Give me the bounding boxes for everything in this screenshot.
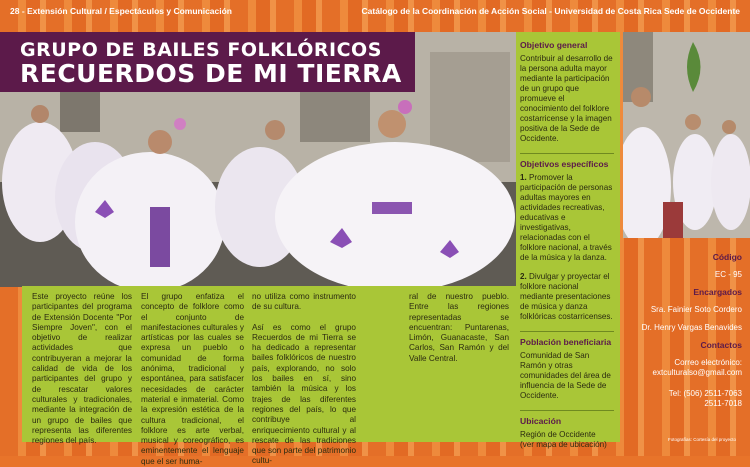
codigo-value: EC - 95 xyxy=(714,270,742,279)
objetivo-2 xyxy=(520,272,614,322)
objetivo-general-heading: Objetivo general xyxy=(520,40,588,50)
body-column-3a: no utiliza como instrumento de su cultura. xyxy=(252,292,356,312)
objectives-sidebar xyxy=(516,32,620,449)
divider xyxy=(520,410,614,411)
body-column-2: El grupo enfatiza el concepto de folklore como el conjunto de manifestaciones culturales y artísticas por las cuales se expresa un pueblo o comunidad de forma anónima, tradicional y espontánea, para satisfacer necesidades de carácter material e inmaterial. Como la expresión estética de la cultura tradicional, el folklore es arte verbal, musical y coreográfico, es eminentemente el lenguaje que el ser huma- xyxy=(141,292,244,466)
body-column-4: ral de nuestro pueblo. Entre las regiones representadas se encuentran: Puntarenas, Limón, Guanacaste, San Carlos, San Ramón y del Valle Central. xyxy=(409,292,509,363)
objetivo-general-text: Contribuir al desarrollo de la persona adulta mayor mediante la participación de un grupo que promueve el conocimiento del folklore costarricense y la imagen positiva de la Sede de Occidente. xyxy=(520,54,613,143)
objetivo-1-number: 1. xyxy=(520,173,527,182)
side-dancers-illustration xyxy=(623,32,750,238)
poblacion-heading: Población beneficiaria xyxy=(520,337,612,347)
objetivo-1 xyxy=(520,173,614,263)
objetivos-especificos-heading: Objetivos específicos xyxy=(520,159,609,169)
body-column-3b: Así es como el grupo Recuerdos de mi Tierra se ha dedicado a representar bailes folklóricos de nuestro país, explorando, no solo los bailes en sí, sino también la música y los trajes de las diferentes regiones del país, lo que contribuye al enriquecimiento cultural y al rescate de las tradiciones que son parte del patrimonio cultu- xyxy=(252,322,356,466)
title-line-1: GRUPO DE BAILES FOLKLÓRICOS xyxy=(20,39,382,61)
email-label: Correo electrónico: xyxy=(674,357,742,367)
encargados-heading: Encargados xyxy=(693,286,742,297)
photo-credit: Fotografías: Cortesía del proyecto xyxy=(668,437,737,442)
side-photo xyxy=(623,32,750,238)
divider xyxy=(520,331,614,332)
objetivo-1-text: Promover la participación de personas adultas mayores en actividades recreativas, educativas e investigativas, relacionadas con el folklore nacional, a través de la música y la danza. xyxy=(520,173,613,262)
encargado-2: Dr. Henry Vargas Benavides xyxy=(641,323,742,332)
header-catalog: Catálogo de la Coordinación de Acción Social - Universidad de Costa Rica Sede de Occidente xyxy=(361,6,740,16)
phone-2: 2511-7018 xyxy=(704,399,742,408)
header-section: 28 - Extensión Cultural / Espectáculos y Comunicación xyxy=(10,6,233,16)
divider xyxy=(520,153,614,154)
phone-1: Tel: (506) 2511-7063 xyxy=(668,388,742,398)
codigo-heading: Código xyxy=(712,252,742,262)
title-line-2: RECUERDOS DE MI TIERRA xyxy=(20,59,402,88)
objetivo-2-text: Divulgar y proyectar el folklore nacional mediante presentaciones de música y danza folklóricas costarricenses. xyxy=(520,272,613,321)
ubicacion-heading: Ubicación xyxy=(520,416,562,426)
poblacion-text: Comunidad de San Ramón y otras comunidades del área de influencia de la Sede de Occidente. xyxy=(520,351,611,400)
email-value: extculturalso@gmail.com xyxy=(652,368,742,377)
title-banner xyxy=(0,32,415,92)
body-column-1: Este proyecto reúne los participantes del programa de Extensión Docente "Por Siempre Joven", con el objetivo de realizar actividades que contribuyeran a mejorar la calidad de vida de los participantes del grupo y de rescatar valores culturales y tradicionales, mediante la integración de un grupo de bailes que representa las diferentes regiones del país. xyxy=(32,292,132,446)
ubicacion-note: (ver mapa de ubicación) xyxy=(520,440,607,449)
contactos-heading: Contactos xyxy=(700,339,742,350)
page-header xyxy=(0,0,750,22)
project-info xyxy=(620,246,742,412)
objetivo-2-number: 2. xyxy=(520,272,527,281)
body-column-3 xyxy=(252,292,356,467)
ubicacion-text: Región de Occidente xyxy=(520,430,596,439)
encargado-1: Sra. Fainier Soto Cordero xyxy=(650,304,742,314)
